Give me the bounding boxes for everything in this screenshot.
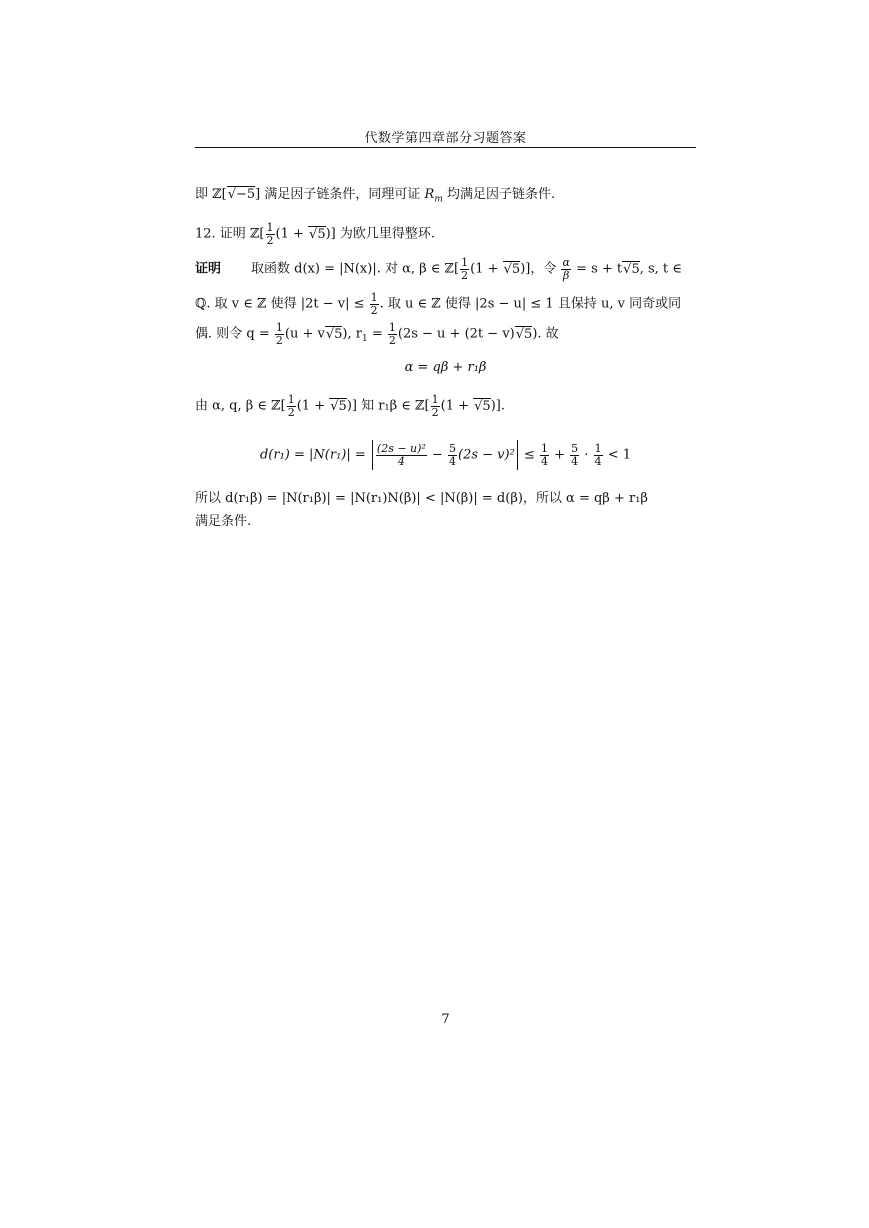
problem-statement (195, 222, 435, 246)
text-segment: ] 满足因子链条件，同理可证 (255, 187, 425, 202)
sqrt-expression: √5 (503, 261, 521, 277)
proof-line-6: 满足条件. (195, 514, 252, 529)
sqrt-expression: √5 (474, 398, 491, 414)
display-equation-2 (195, 440, 696, 470)
fraction-numerator: 5 (571, 441, 579, 455)
text-segment: , s, t ∈ (639, 261, 682, 277)
fraction-numerator: 5 (449, 441, 457, 455)
fraction-denominator: 4 (397, 454, 405, 468)
fraction (266, 222, 275, 246)
fraction-denominator: 2 (275, 333, 283, 347)
fraction (460, 257, 469, 281)
abs-bar-left (372, 440, 373, 470)
fraction-denominator: 2 (431, 405, 439, 419)
text-segment: 12. 证明 ℤ[ (195, 226, 265, 242)
text-segment: (u + v (284, 326, 325, 342)
fraction (431, 394, 440, 418)
math-symbol: R (424, 187, 435, 202)
fraction (594, 443, 603, 467)
sqrt-expression: √5 (515, 326, 533, 342)
sqrt-expression: √5 (325, 326, 343, 342)
fraction (388, 322, 397, 346)
proof-line-3 (195, 322, 559, 346)
fraction-denominator: β (563, 268, 570, 282)
text-segment: (1 + (470, 261, 503, 277)
text-segment: (2s − v)² (458, 447, 515, 463)
sqrt-radicand: 5 (338, 398, 347, 414)
text-segment: )]. (490, 398, 505, 414)
page-header: 代数学第四章部分习题答案 (364, 131, 527, 146)
text-segment: + (550, 447, 570, 463)
text-segment: (2s − u + (2t − v) (397, 326, 515, 342)
fraction-denominator: 4 (449, 454, 457, 468)
text-segment: d(r₁) = |N(r₁)| = (259, 447, 370, 463)
fraction-numerator: 1 (275, 321, 283, 334)
display-equation-1: α = qβ + r₁β (404, 360, 487, 375)
fraction-denominator: 2 (461, 268, 469, 282)
sqrt-radicand: 5 (334, 326, 343, 342)
text-segment: ), r (342, 326, 362, 342)
sqrt-expression: √5 (330, 398, 347, 414)
fraction-numerator: 1 (287, 393, 295, 406)
fraction-numerator: 1 (388, 321, 396, 334)
text-segment: < 1 (603, 447, 632, 463)
sqrt-radicand: 5 (482, 398, 491, 414)
proof-line-4 (195, 394, 505, 418)
proof-line-5: 所以 d(r₁β) = |N(r₁β)| = |N(r₁)N(β)| < |N(β)| = d(β)，所以 α = qβ + r₁β (195, 491, 648, 506)
fraction-numerator: 1 (461, 256, 469, 269)
fraction-numerator: 1 (541, 441, 548, 455)
page-number: 7 (441, 1012, 450, 1027)
fraction-denominator: 2 (388, 333, 396, 347)
text-segment: . 取 u ∈ ℤ 使得 |2s − u| ≤ 1 且保持 u, v 同奇或同 (379, 296, 682, 312)
fraction-denominator: 4 (594, 454, 602, 468)
math-subscript: m (434, 194, 443, 205)
sqrt-radicand: 5 (524, 326, 533, 342)
fraction-denominator: 4 (541, 454, 548, 468)
text-segment: )] 为欧几里得整环. (325, 226, 436, 242)
sqrt-expression: √5 (309, 226, 326, 242)
text-segment: ≤ (519, 447, 539, 463)
text-segment: = (367, 326, 387, 342)
text-segment: · (580, 447, 593, 463)
fraction-denominator: 2 (266, 233, 274, 247)
fraction-numerator: 1 (266, 221, 274, 234)
text-segment: (1 + (296, 398, 330, 414)
proof-label: 证明 (195, 261, 222, 277)
text-segment: ). 故 (532, 326, 559, 342)
fraction (376, 443, 427, 467)
proof-line-1 (195, 257, 682, 281)
fraction (540, 443, 549, 467)
text-segment: (1 + (275, 226, 309, 242)
fraction (570, 443, 579, 467)
header-rule (195, 147, 696, 148)
math-subscript: 1 (361, 334, 368, 345)
text-segment: (1 + (440, 398, 474, 414)
fraction-denominator: 4 (571, 454, 579, 468)
text-segment: 均满足因子链条件. (442, 187, 556, 202)
sqrt-radicand: 5 (317, 226, 326, 242)
fraction-numerator: α (562, 256, 570, 269)
text-segment: 由 α, q, β ∈ ℤ[ (195, 398, 286, 414)
fraction-numerator: 1 (594, 441, 602, 455)
text-line-1 (195, 183, 555, 205)
sqrt-expression: √−5 (227, 187, 256, 202)
fraction-numerator: (2s − u)² (376, 441, 426, 455)
fraction (275, 322, 284, 346)
text-segment: = s + t (571, 261, 623, 277)
fraction-numerator: 1 (431, 393, 439, 406)
sqrt-radicand: 5 (511, 261, 521, 277)
fraction (370, 292, 379, 316)
text-segment: )] 知 r₁β ∈ ℤ[ (346, 398, 430, 414)
fraction (287, 394, 296, 418)
text-segment: − (427, 447, 448, 463)
fraction (561, 257, 570, 281)
fraction-denominator: 2 (287, 405, 295, 419)
text-segment: 即 ℤ[ (195, 187, 227, 202)
abs-bar-right (517, 440, 518, 470)
sqrt-expression: √5 (623, 261, 640, 277)
text-segment: 取函数 d(x) = |N(x)|. 对 α, β ∈ ℤ[ (251, 261, 460, 277)
text-segment: )]，令 (520, 261, 561, 277)
fraction (448, 443, 457, 467)
text-segment: ℚ. 取 v ∈ ℤ 使得 |2t − v| ≤ (195, 296, 369, 312)
sqrt-radicand: −5 (236, 187, 256, 202)
proof-line-2 (195, 292, 681, 316)
sqrt-radicand: 5 (631, 261, 640, 277)
fraction-denominator: 2 (370, 303, 378, 317)
text-segment: 偶. 则令 q = (195, 326, 274, 342)
fraction-numerator: 1 (370, 291, 378, 304)
